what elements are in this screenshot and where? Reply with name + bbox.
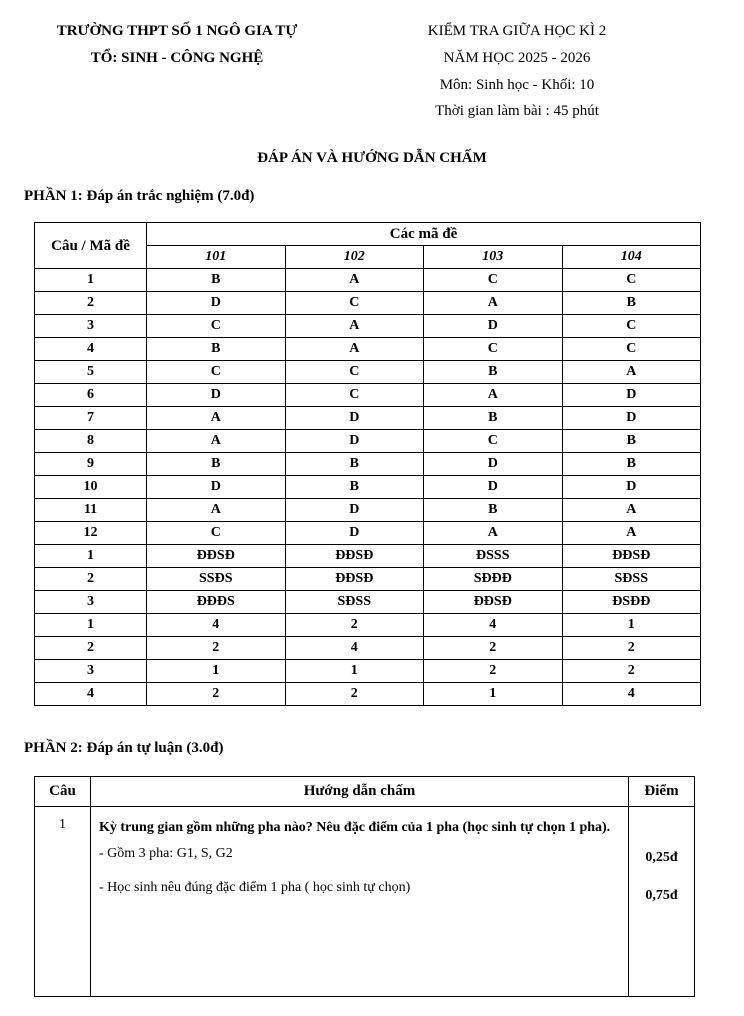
- question-column-header: Câu: [35, 777, 91, 807]
- question-number: 10: [35, 476, 147, 499]
- answer-cell: B: [562, 453, 701, 476]
- answer-cell: A: [147, 407, 286, 430]
- exam-duration: Thời gian làm bài : 45 phút: [435, 103, 599, 119]
- answer-cell: C: [147, 315, 286, 338]
- page-title: ĐÁP ÁN VÀ HƯỚNG DẪN CHẤM: [257, 150, 487, 166]
- question-number: 9: [35, 453, 147, 476]
- question-number: 8: [35, 430, 147, 453]
- answer-cell: D: [147, 476, 286, 499]
- answer-cell: ĐSĐĐ: [562, 591, 701, 614]
- answer-cell: B: [147, 453, 286, 476]
- table-row: [35, 807, 695, 997]
- answer-cell: C: [424, 430, 563, 453]
- table-row: [35, 545, 701, 568]
- answer-key-body: [35, 269, 701, 706]
- answer-cell: B: [285, 453, 424, 476]
- answer-cell: C: [285, 361, 424, 384]
- score-value: 0,75đ: [645, 888, 678, 903]
- answer-cell: B: [147, 338, 286, 361]
- question-number: 6: [35, 384, 147, 407]
- guide-column-header: Hướng dẫn chấm: [91, 777, 629, 807]
- table-row: [35, 430, 701, 453]
- essay-grading-table: [34, 776, 695, 997]
- answer-cell: A: [424, 292, 563, 315]
- answer-cell: 4: [562, 683, 701, 706]
- answer-cell: 2: [424, 637, 563, 660]
- answer-cell: 4: [147, 614, 286, 637]
- answer-cell: D: [424, 476, 563, 499]
- table-row: [35, 453, 701, 476]
- question-number: 2: [35, 292, 147, 315]
- table-row: [35, 407, 701, 430]
- answer-cell: D: [562, 407, 701, 430]
- department-name: TỔ: SINH - CÔNG NGHỆ: [90, 50, 264, 66]
- answer-line: - Gồm 3 pha: G1, S, G2: [99, 846, 233, 861]
- answer-cell: C: [562, 315, 701, 338]
- question-number: 4: [35, 338, 147, 361]
- answer-cell: A: [424, 522, 563, 545]
- score-cell: [629, 807, 695, 997]
- table-row: [35, 660, 701, 683]
- answer-cell: D: [424, 315, 563, 338]
- answer-cell: A: [562, 499, 701, 522]
- table-row: [35, 499, 701, 522]
- table-row: [35, 683, 701, 706]
- answer-cell: C: [147, 522, 286, 545]
- table-row: [35, 315, 701, 338]
- answer-cell: A: [424, 384, 563, 407]
- answer-cell: 1: [424, 683, 563, 706]
- answer-cell: 2: [424, 660, 563, 683]
- code-header: 101: [147, 246, 286, 269]
- table-row: [35, 568, 701, 591]
- answer-cell: D: [424, 453, 563, 476]
- answer-cell: A: [147, 430, 286, 453]
- answer-cell: B: [424, 407, 563, 430]
- question-number: 1: [35, 269, 147, 292]
- answer-cell: 1: [562, 614, 701, 637]
- answer-cell: C: [285, 384, 424, 407]
- answer-cell: ĐĐSĐ: [285, 545, 424, 568]
- answer-line: - Học sinh nêu đúng đặc điểm 1 pha ( học sinh tự chọn): [99, 880, 411, 895]
- answer-cell: SSĐS: [147, 568, 286, 591]
- answer-cell: C: [147, 361, 286, 384]
- code-header: 102: [285, 246, 424, 269]
- question-number: 1: [35, 807, 91, 997]
- code-header: 103: [424, 246, 563, 269]
- question-number: 2: [35, 637, 147, 660]
- table-row: [35, 476, 701, 499]
- question-number: 3: [35, 591, 147, 614]
- answer-cell: ĐĐĐS: [147, 591, 286, 614]
- table-row: [35, 591, 701, 614]
- answer-cell: A: [147, 499, 286, 522]
- answer-cell: 4: [424, 614, 563, 637]
- question-number: 3: [35, 660, 147, 683]
- answer-cell: SĐĐĐ: [424, 568, 563, 591]
- answer-cell: B: [424, 361, 563, 384]
- table-row: [35, 614, 701, 637]
- table-row: [35, 338, 701, 361]
- answer-cell: ĐĐSĐ: [285, 568, 424, 591]
- answer-cell: C: [562, 269, 701, 292]
- answer-cell: B: [424, 499, 563, 522]
- answer-cell: A: [285, 338, 424, 361]
- question-number: 12: [35, 522, 147, 545]
- answer-cell: 1: [147, 660, 286, 683]
- answer-cell: D: [147, 384, 286, 407]
- document-header: [0, 18, 744, 128]
- answer-cell: B: [285, 476, 424, 499]
- question-number: 4: [35, 683, 147, 706]
- answer-cell: D: [147, 292, 286, 315]
- exam-title: KIỂM TRA GIỮA HỌC KÌ 2: [427, 23, 607, 39]
- answer-cell: SĐSS: [285, 591, 424, 614]
- score-column-header: Điểm: [629, 777, 695, 807]
- table-row: [35, 269, 701, 292]
- question-number: 7: [35, 407, 147, 430]
- answer-cell: ĐSSS: [424, 545, 563, 568]
- answer-cell: 2: [285, 683, 424, 706]
- subject-grade: Môn: Sinh học - Khối: 10: [439, 77, 595, 93]
- answer-cell: 2: [147, 683, 286, 706]
- answer-cell: C: [285, 292, 424, 315]
- answer-key-table: [34, 222, 701, 706]
- answer-cell: 4: [285, 637, 424, 660]
- answer-cell: D: [562, 476, 701, 499]
- answer-cell: B: [562, 292, 701, 315]
- answer-cell: ĐĐSĐ: [562, 545, 701, 568]
- grading-guide: [91, 807, 629, 997]
- question-text: Kỳ trung gian gồm những pha nào? Nêu đặc điểm của 1 pha (học sinh tự chọn 1 pha).: [99, 820, 611, 835]
- question-number: 11: [35, 499, 147, 522]
- answer-cell: ĐĐSĐ: [424, 591, 563, 614]
- table-row: [35, 384, 701, 407]
- answer-cell: B: [147, 269, 286, 292]
- answer-cell: D: [285, 430, 424, 453]
- question-number: 2: [35, 568, 147, 591]
- answer-cell: A: [285, 315, 424, 338]
- answer-cell: B: [562, 430, 701, 453]
- answer-cell: A: [562, 361, 701, 384]
- exam-codes-header: Các mã đề: [147, 223, 701, 246]
- code-header: 104: [562, 246, 701, 269]
- question-number: 1: [35, 545, 147, 568]
- answer-cell: D: [285, 499, 424, 522]
- answer-cell: SĐSS: [562, 568, 701, 591]
- question-number: 3: [35, 315, 147, 338]
- school-year: NĂM HỌC 2025 - 2026: [443, 50, 591, 66]
- answer-cell: 2: [285, 614, 424, 637]
- question-number: 5: [35, 361, 147, 384]
- table-row: [35, 361, 701, 384]
- answer-cell: 2: [562, 660, 701, 683]
- answer-cell: D: [562, 384, 701, 407]
- answer-cell: C: [424, 338, 563, 361]
- question-number: 1: [35, 614, 147, 637]
- answer-cell: C: [424, 269, 563, 292]
- answer-cell: ĐĐSĐ: [147, 545, 286, 568]
- table-row: [35, 637, 701, 660]
- answer-cell: D: [285, 407, 424, 430]
- answer-cell: C: [562, 338, 701, 361]
- part1-heading: PHẦN 1: Đáp án trắc nghiệm (7.0đ): [24, 188, 255, 204]
- answer-cell: A: [562, 522, 701, 545]
- answer-cell: A: [285, 269, 424, 292]
- answer-cell: D: [285, 522, 424, 545]
- question-code-header: Câu / Mã đề: [35, 223, 147, 269]
- table-row: [35, 522, 701, 545]
- table-row: [35, 292, 701, 315]
- part2-heading: PHẦN 2: Đáp án tự luận (3.0đ): [24, 740, 224, 756]
- answer-cell: 2: [562, 637, 701, 660]
- school-name: TRƯỜNG THPT SỐ 1 NGÔ GIA TỰ: [56, 23, 298, 39]
- score-value: 0,25đ: [645, 850, 678, 865]
- answer-cell: 2: [147, 637, 286, 660]
- answer-cell: 1: [285, 660, 424, 683]
